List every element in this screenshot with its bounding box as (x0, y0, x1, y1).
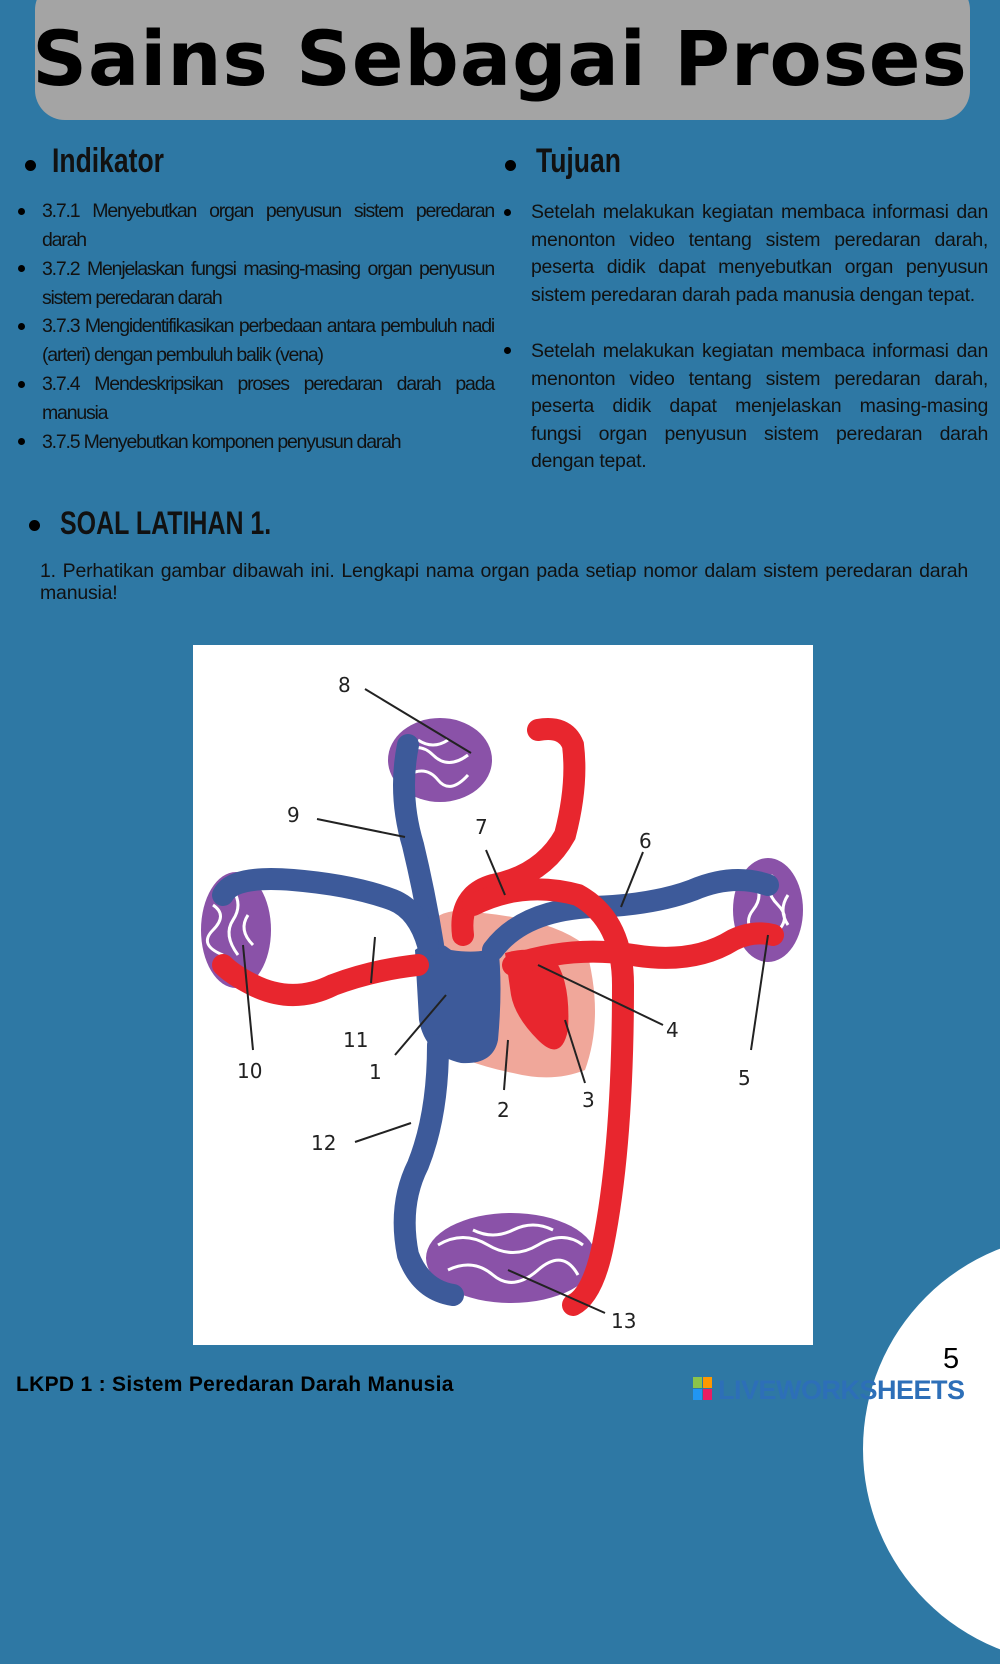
bullet-icon (18, 438, 25, 445)
label-5: 5 (738, 1066, 751, 1090)
corner-decoration (863, 1234, 1000, 1664)
bullet-icon (29, 520, 40, 531)
bullet-icon (18, 323, 25, 330)
tujuan-item: Setelah melakukan kegiatan membaca informasi dan menonton video tentang sistem peredaran darah, peserta didik dapat menjelaskan masing-masing fungsi organ penyusun sistem peredaran darah dengan tepat. (531, 340, 988, 472)
indikator-item: 3.7.4 Mendeskripsikan proses peredaran darah pada manusia (42, 373, 494, 424)
tujuan-heading: Tujuan (536, 142, 621, 180)
indikator-item: 3.7.2 Menjelaskan fungsi masing-masing organ penyusun sistem peredaran darah (42, 258, 494, 309)
bullet-icon (504, 347, 511, 354)
label-6: 6 (639, 829, 652, 853)
indikator-item: 3.7.3 Mengidentifikasikan perbedaan antara pembuluh nadi (arteri) dengan pembuluh balik (vena) (42, 315, 494, 366)
bullet-icon (18, 381, 25, 388)
indikator-item: 3.7.5 Menyebutkan komponen penyusun darah (42, 431, 401, 453)
bullet-icon (505, 160, 516, 171)
label-13: 13 (611, 1309, 637, 1333)
label-4: 4 (666, 1018, 679, 1042)
label-10: 10 (237, 1059, 263, 1083)
bullet-icon (25, 160, 36, 171)
circulation-svg (193, 645, 813, 1345)
circulation-diagram (193, 645, 813, 1345)
soal-heading: SOAL LATIHAN 1. (60, 505, 272, 541)
indikator-item: 3.7.1 Menyebutkan organ penyusun sistem peredaran darah (42, 200, 494, 251)
label-9: 9 (287, 803, 300, 827)
bullet-icon (18, 265, 25, 272)
liveworksheets-logo-icon (693, 1377, 713, 1401)
tujuan-item: Setelah melakukan kegiatan membaca informasi dan menonton video tentang sistem peredaran darah, peserta didik dapat menyebutkan organ penyusun sistem peredaran darah pada manusia dengan tepat. (531, 201, 988, 306)
question-text: 1. Perhatikan gambar dibawah ini. Lengkapi nama organ pada setiap nomor dalam sistem peredaran darah manusia! (40, 560, 968, 604)
label-1: 1 (369, 1060, 382, 1084)
page-title: Sains Sebagai Proses (32, 14, 968, 103)
footer-text: LKPD 1 : Sistem Peredaran Darah Manusia (16, 1373, 454, 1396)
bullet-icon (504, 209, 511, 216)
liveworksheets-brand[interactable]: LIVEWORKSHEETS (718, 1375, 965, 1405)
label-11: 11 (343, 1028, 369, 1052)
label-12: 12 (311, 1131, 337, 1155)
label-7: 7 (475, 815, 488, 839)
bullet-icon (18, 208, 25, 215)
label-2: 2 (497, 1098, 510, 1122)
page-number: 5 (943, 1343, 960, 1375)
label-3: 3 (582, 1088, 595, 1112)
indikator-heading: Indikator (52, 142, 164, 180)
label-8: 8 (338, 673, 351, 697)
